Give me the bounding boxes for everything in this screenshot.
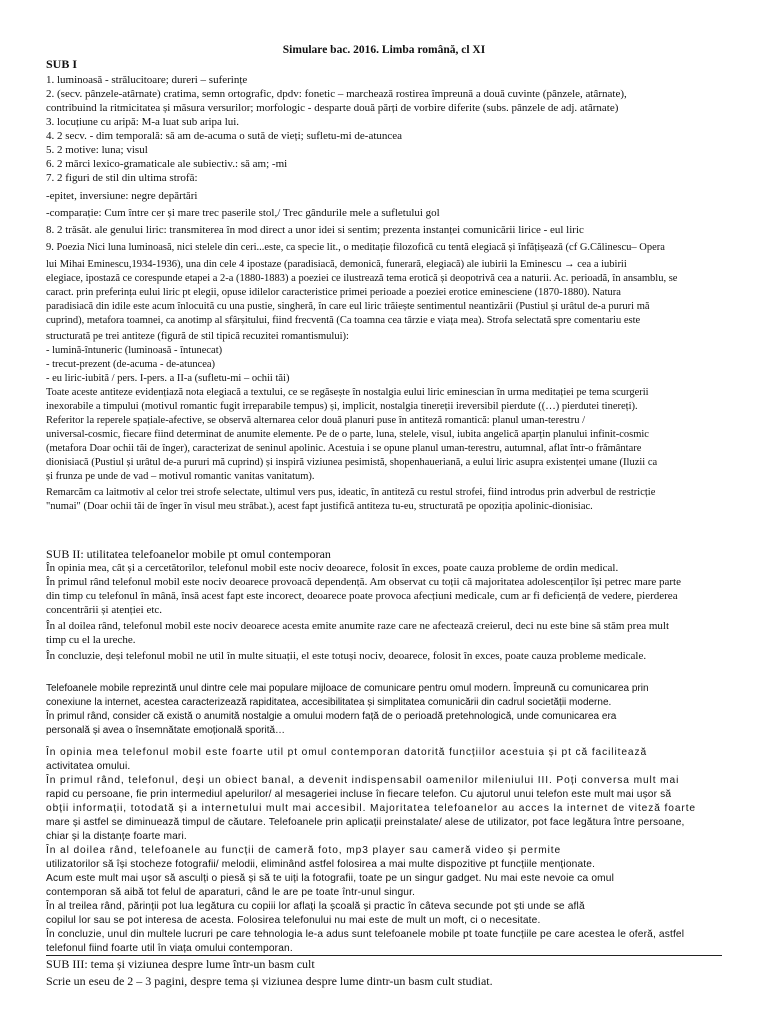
sub1-line: paradisiacă din idile este acum înlocuită cu una pustie, singheră, în care eul liric trăiește sentimentul neantizării (Pustiul și urâtul de-a pururi mă xyxy=(46,301,650,312)
sub1-line: 5. 2 motive: luna; visul xyxy=(46,144,148,156)
sub1-line: lui Mihai Eminescu,1934-1936), una din cele 4 ipostaze (paradisiacă, demonică, funerară, elegiacă) ale iubirii la Eminescu → cea a iubirii xyxy=(46,259,627,270)
sub1-line: Toate aceste antiteze evidențiază nota elegiacă a textului, ce se regăsește în nostalgia eului liric eminescian în urma meditației pe tema scurgerii xyxy=(46,387,649,398)
sub1-line: structurată pe trei antiteze (figură de stil tipică recuzitei romantismului): xyxy=(46,331,349,342)
sub1-line: (metafora Doar ochii tăi de înger), caracterizat de seninul apolinic. Acestuia i se opune planul uman-terestru, autumnal, aflat într-o frământare xyxy=(46,443,642,454)
sub2-block3-line: contemporan să aibă tot felul de aparaturi, când le are pe toate într-unul singur. xyxy=(46,887,416,898)
sub1-line: 6. 2 mărci lexico-gramaticale ale subiectiv.: să am; -mi xyxy=(46,158,288,170)
section-heading-sub3: SUB III: tema și viziunea despre lume într-un basm cult xyxy=(46,958,315,971)
sub1-line: universal-cosmic, fiecare fiind determinat de anumite elemente. Pe de o parte, luna, stelele, visul, iubita angelică aparțin planului infinit-cosmic xyxy=(46,429,649,440)
sub1-line: 8. 2 trăsăt. ale genului liric: transmiterea în mod direct a unor idei si sentim; prezenta instanței comunicării lirice - eul liric xyxy=(46,224,584,236)
sub1-line: cuprind), metafora toamnei, ca anotimp al sfârșitului, fiind frecventă (Ca toamna cea târzie e viața mea). Strofa selectată spre comentariu este xyxy=(46,315,641,326)
sub1-line: - eu liric-iubită / pers. I-pers. a II-a (sufletu-mi – ochii tăi) xyxy=(46,373,290,384)
sub2-block3-line: Acum este mult mai ușor să asculți o piesă și să te uiți la fotografii, toate pe un singur gadget. Nu mai este nevoie ca omul xyxy=(46,873,615,884)
sub1-line: Remarcăm ca laitmotiv al celor trei strofe selectate, ultimul vers pus, ideatic, în antiteză cu restul strofei, fiind introdus prin adverbul de restricție xyxy=(46,487,656,498)
sub1-line: -comparație: Cum între cer și mare trec paserile stol,/ Trec gândurile mele a sufletului gol xyxy=(46,207,440,219)
sub2-block2-line: Telefoanele mobile reprezintă unul dintre cele mai populare mijloace de comunicare pentru omul modern. Împreună cu comunicarea prin xyxy=(46,683,649,694)
sub2-block3-line: În al treilea rând, părinții pot lua legătura cu copiii lor aflați la școală și practic în câteva secunde pot ști unde se află xyxy=(46,901,585,912)
sub1-line: 4. 2 secv. - dim temporală: să am de-acuma o sută de vieți; sufletu-mi de-atuncea xyxy=(46,130,403,142)
sub2-block1-line: În opinia mea, cât și a cercetătorilor, telefonul mobil este nociv deoarece, folosit în exces, poate cauza probleme de ordin medical. xyxy=(46,562,619,574)
sub2-block3-line: copilul lor sau se pot interesa de acesta. Folosirea telefonului nu mai este de mult un moft, ci o necesitate. xyxy=(46,915,541,926)
sub2-block3-line: utilizatorilor să își stocheze fotografii/ melodii, eliminând astfel folosirea a mai multe dispozitive pt funcțiile menționate. xyxy=(46,859,596,870)
sub2-block1-line: concentrării și atenției etc. xyxy=(46,604,163,616)
sub1-line: inexorabile a timpului (motivul romantic fugit irreparabile tempus) și, implicit, nostalgia tinereții ireversibil pierdute ((…) pierdutei tinereți). xyxy=(46,401,638,412)
sub1-line: dionisiacă (Pustiul și urâtul de-a pururi mă cuprind) și inspiră viziunea pesimistă, shopenhaueriană, a eului liric asupra existenței umane (Iluzii ca xyxy=(46,457,658,468)
sub2-block3-line: rapid cu persoane, fie prin intermediul apelurilor/ al mesageriei incluse în fiecare telefon. Cu ajutorul unui telefon este mult mai ușor să xyxy=(46,789,672,800)
sub2-block2-line: conexiune la internet, acestea caracterizează rapiditatea, accesibilitatea și simplitatea comunicării din cadrul societății moderne. xyxy=(46,697,612,708)
section-heading-sub1: SUB I xyxy=(46,58,78,71)
sub1-line: - trecut-prezent (de-acuma - de-atuncea) xyxy=(46,359,216,370)
sub2-block3-line: chiar și la distanțe foarte mari. xyxy=(46,831,187,842)
sub2-block3-line: activitatea omului. xyxy=(46,761,131,772)
sub2-block1-line: În primul rând telefonul mobil este nociv deoarece provoacă dependență. Am observat cu toții că majoritatea adolescenților își petrec mare parte xyxy=(46,576,681,588)
sub1-line: 9. Poezia Nici luna luminoasă, nici stelele din ceri...este, ca specie lit., o meditație filozofică cu tentă elegiacă și înfățișează (cf G.Călinescu– Opera xyxy=(46,242,665,253)
sub1-line: 1. luminoasă - strălucitoare; dureri – suferințe xyxy=(46,74,248,86)
sub2-block3-line: telefonul fiind foarte util în viața omului contemporan. xyxy=(46,943,293,954)
sub2-block3-line: În concluzie, unul din multele lucruri pe care tehnologia le-a adus sunt telefoanele mobile pt toate funcțiile pe care acestea le oferă, astfel xyxy=(46,929,685,940)
sub2-block3-line: mare și astfel se diminuează timpul de căutare. Telefoanele prin aplicații preinstalate/ alese de utilizator, pot face legătura între persoane, xyxy=(46,817,685,828)
sub1-line: 7. 2 figuri de stil din ultima strofă: xyxy=(46,172,198,184)
sub2-block2-line: personală și avea o însemnătate emoțională sporită… xyxy=(46,725,286,736)
page-title: Simulare bac. 2016. Limba română, cl XI xyxy=(282,44,486,56)
sub3-text: Scrie un eseu de 2 – 3 pagini, despre tema și viziunea despre lume dintr-un basm cult studiat. xyxy=(46,975,493,988)
sub2-block3-line: În primul rând, telefonul, deși un obiect banal, a devenit indispensabil oamenilor mileniului III. Poți conversa mult mai xyxy=(46,775,680,786)
sub2-block1-line: În al doilea rând, telefonul mobil este nociv deoarece acesta emite anumite raze care ne afectează creierul, deci nu este bine să stăm prea mult xyxy=(46,620,670,632)
sub1-line: contribuind la ritmicitatea și măsura versurilor; morfologic - desparte două părți de vorbire diferite (subs. pânzele de adj. atârnate) xyxy=(46,102,619,114)
section-divider xyxy=(46,955,722,956)
sub2-block2-line: În primul rând, consider că există o anumită nostalgie a omului modern față de o perioadă pretehnologică, unde comunicarea era xyxy=(46,711,617,722)
sub1-line: și frunza pe unde de vad – motivul romantic vanitas vanitatum). xyxy=(46,471,315,482)
sub1-line: "numai" (Doar ochii tăi de înger în visul meu străbat.), acest fapt justifică antiteza tu-eu, structurată pe opoziția apolinic-dionisiac. xyxy=(46,501,593,512)
sub2-block1-line: din timp cu telefonul în mână, însă acest fapt este incorect, deoarece poate provoca afecțiuni medicale, cum ar fi deficiență de vedere, pierderea xyxy=(46,590,678,602)
sub2-block3-line: obții informații, totodată și a internetului mult mai accesibil. Majoritatea telefoanelor au acces la internet de viteză foarte xyxy=(46,803,696,814)
sub1-line: 2. (secv. pânzele-atârnate) cratima, semn ortografic, dpdv: fonetic – marchează rostirea împreună a două cuvinte (pânzele, atârnate), xyxy=(46,88,627,100)
sub2-block3-line: În opinia mea telefonul mobil este foarte util pt omul contemporan datorită funcțiilor acestuia și pt că facilitează xyxy=(46,747,648,758)
section-heading-sub2: SUB II: utilitatea telefoanelor mobile pt omul contemporan xyxy=(46,548,331,561)
sub2-block1-line: În concluzie, deși telefonul mobil ne util în multe situații, el este totuși nociv, deoarece, folosit în exces, poate cauza probleme medicale. xyxy=(46,650,647,662)
sub1-line: caract. prin preferința eului liric pt elegii, opuse idilelor caracteristice primei perioade a poeziei erotice eminesciene (1870-1880). Natura xyxy=(46,287,621,298)
sub1-line: elegiace, ipostază ce corespunde etapei a 2-a (1880-1883) a poeziei ce ilustrează tema erotică și deopotrivă cea a naturii. Ac. perioadă, în ansamblu, se xyxy=(46,273,678,284)
sub1-line: - lumină-întuneric (luminoasă - întunecat) xyxy=(46,345,223,356)
sub2-block1-line: timp cu el la ureche. xyxy=(46,634,136,646)
sub1-line: 3. locuțiune cu aripă: M-a luat sub aripa lui. xyxy=(46,116,240,128)
sub1-line: Referitor la reperele spațiale-afective, se observă alternarea celor două planuri puse în antiteză romantică: planul uman-terestru / xyxy=(46,415,586,426)
sub2-block3-line: În al doilea rând, telefoanele au funcții de cameră foto, mp3 player sau cameră video și permite xyxy=(46,845,562,856)
sub1-line: -epitet, inversiune: negre depărtări xyxy=(46,190,198,202)
